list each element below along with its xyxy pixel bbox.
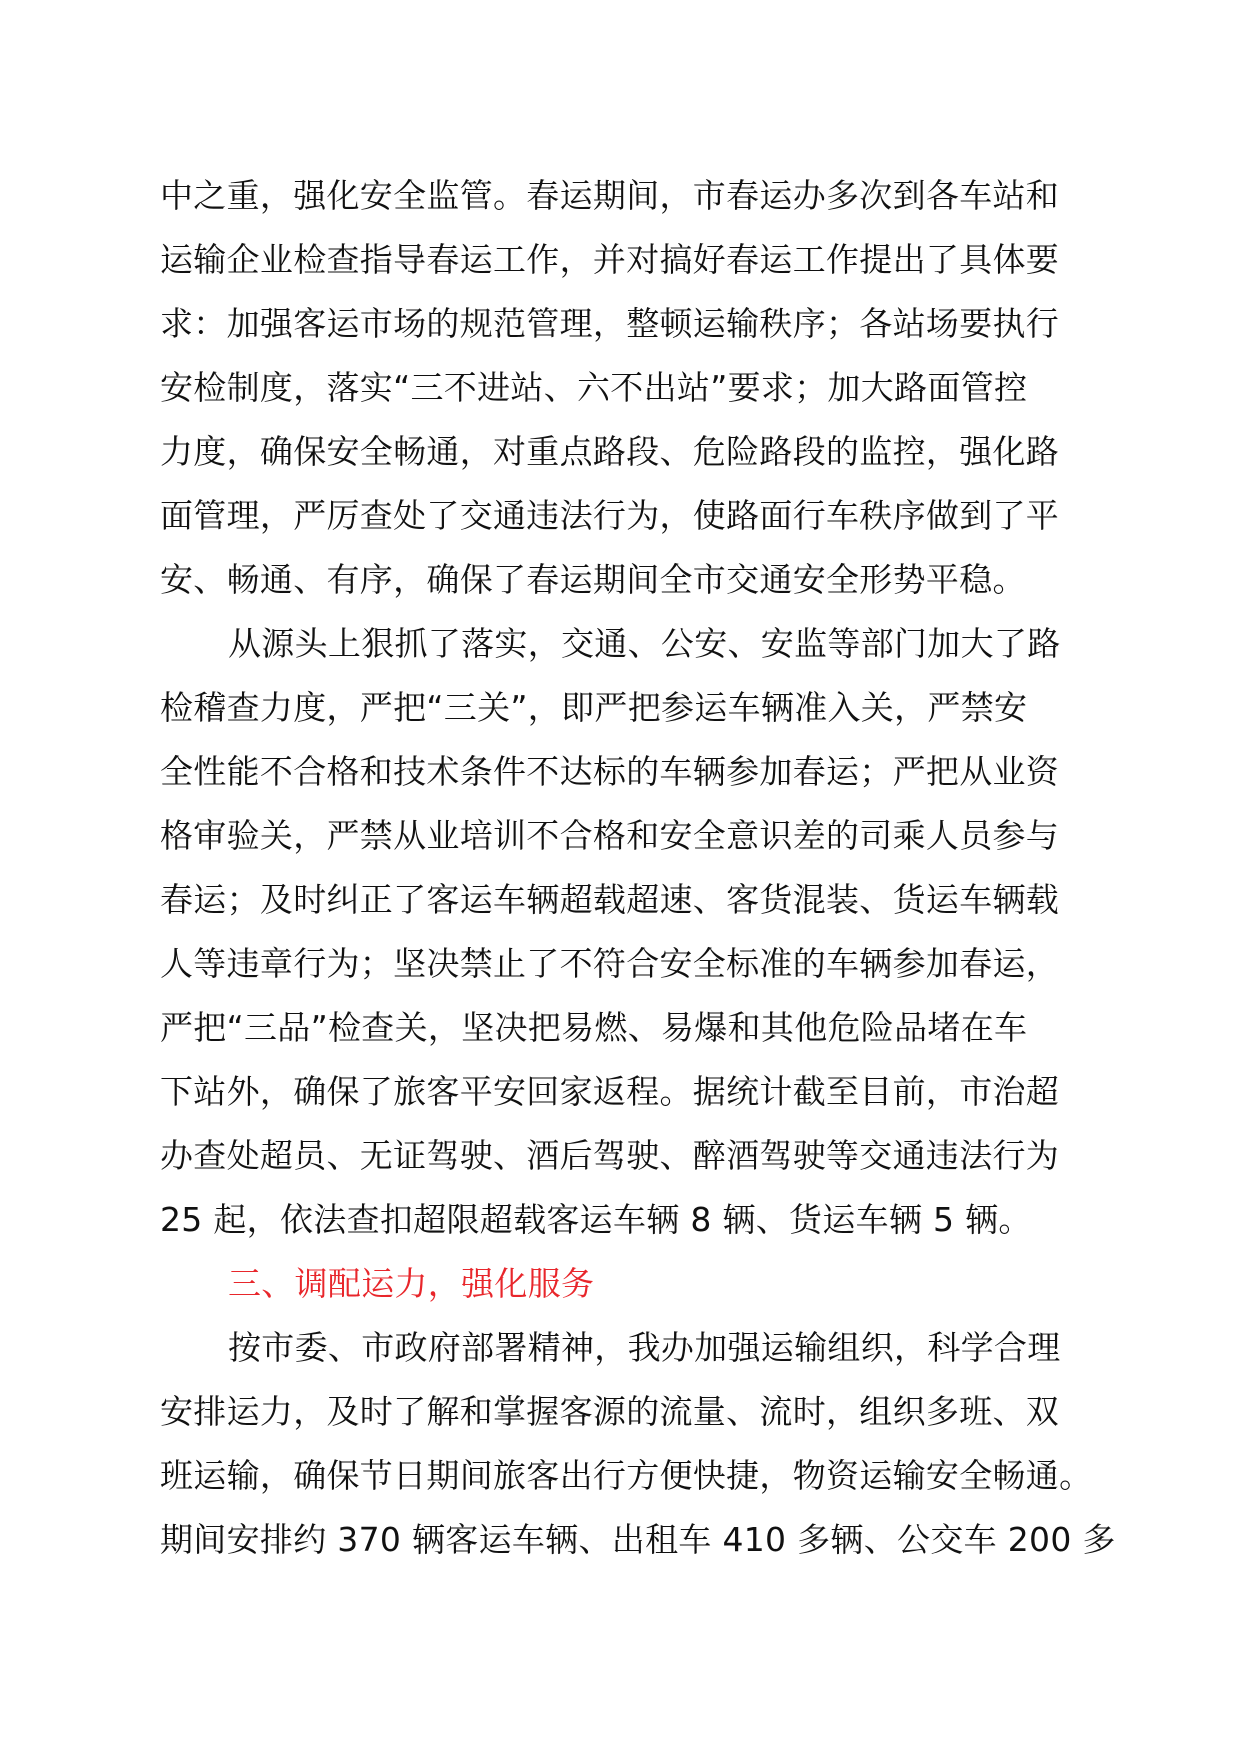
paragraph-start-line: 按市委、市政府部署精神，我办加强运输组织，科学合理 — [228, 1328, 1061, 1367]
text-line: 春运；及时纠正了客运车辆超载超速、客货混装、货运车辆载 — [160, 880, 1060, 919]
text-line: 运输企业检查指导春运工作，并对搞好春运工作提出了具体要 — [160, 240, 1060, 279]
text-line: 期间安排约 370 辆客运车辆、出租车 410 多辆、公交车 200 多 — [160, 1520, 1116, 1559]
text-line: 安检制度，落实“三不进站、六不出站”要求；加大路面管控 — [160, 368, 1028, 407]
text-line: 下站外，确保了旅客平安回家返程。据统计截至目前，市治超 — [160, 1072, 1060, 1111]
text-line: 办查处超员、无证驾驶、酒后驾驶、醉酒驾驶等交通违法行为 — [160, 1136, 1060, 1175]
text-line: 检稽查力度，严把“三关”，即严把参运车辆准入关，严禁安 — [160, 688, 1028, 727]
text-line: 安、畅通、有序，确保了春运期间全市交通安全形势平稳。 — [160, 560, 1026, 599]
text-line: 25 起，依法查扣超限超载客运车辆 8 辆、货运车辆 5 辆。 — [160, 1200, 1032, 1239]
text-line: 班运输，确保节日期间旅客出行方便快捷，物资运输安全畅通。 — [160, 1456, 1093, 1495]
text-line: 求：加强客运市场的规范管理，整顿运输秩序；各站场要执行 — [160, 304, 1060, 343]
text-line: 面管理，严厉查处了交通违法行为，使路面行车秩序做到了平 — [160, 496, 1060, 535]
text-line: 力度，确保安全畅通，对重点路段、危险路段的监控，强化路 — [160, 432, 1060, 471]
section-heading: 三、调配运力，强化服务 — [228, 1264, 595, 1303]
text-line: 安排运力，及时了解和掌握客源的流量、流时，组织多班、双 — [160, 1392, 1060, 1431]
text-line: 中之重，强化安全监管。春运期间，市春运办多次到各车站和 — [160, 176, 1060, 215]
text-line: 格审验关，严禁从业培训不合格和安全意识差的司乘人员参与 — [160, 816, 1060, 855]
text-line: 人等违章行为；坚决禁止了不符合安全标准的车辆参加春运， — [160, 944, 1060, 983]
document-body — [160, 164, 1116, 1572]
paragraph-start-line: 从源头上狠抓了落实，交通、公安、安监等部门加大了路 — [228, 624, 1061, 663]
text-line: 严把“三品”检查关，坚决把易燃、易爆和其他危险品堵在车 — [160, 1008, 1028, 1047]
text-line: 全性能不合格和技术条件不达标的车辆参加春运；严把从业资 — [160, 752, 1060, 791]
